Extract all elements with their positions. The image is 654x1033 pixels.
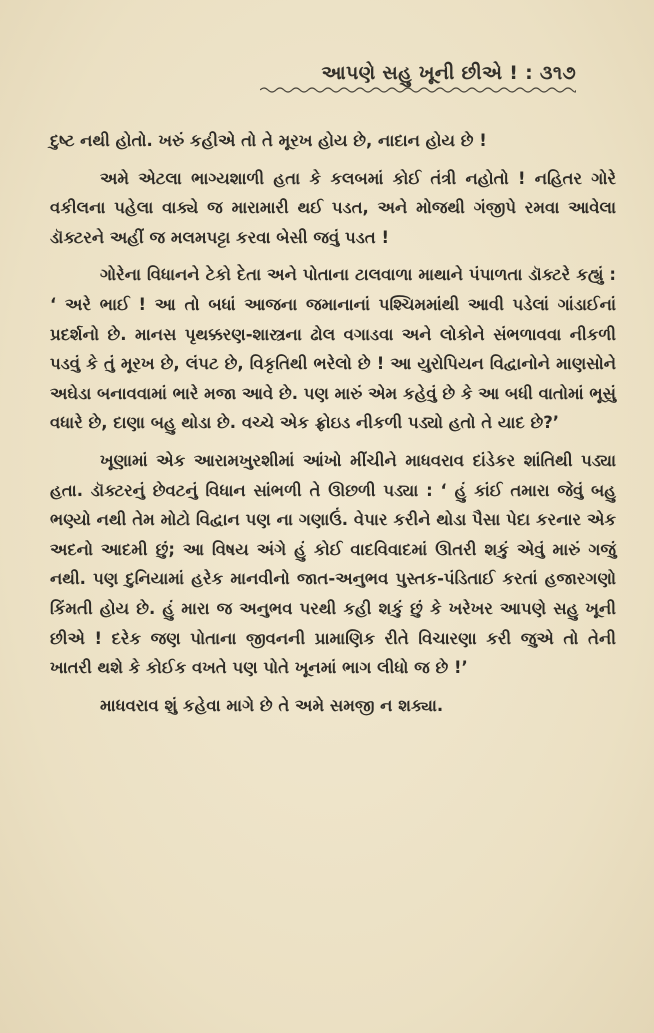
running-head-text: આપણે સહુ ખૂની છીએ ! : ૩૧૭ [321,62,576,84]
running-head [260,62,576,94]
paragraph-doctor-remark: ગોરેના વિધાનને ટેકો દેતા અને પોતાના ટાલવાળા માથાને પંપાળતા ડૉક્ટરે કહ્યું : ‘ અરે ભાઈ ! આ તો બધાં આજના જમાનાનાં પશ્ચિમમાંથી આવી પડેલાં ગાંડાઈનાં પ્રદર્શનો છે. માનસ પૃથક્કરણ-શાસ્ત્રના ઢોલ વગાડવા અને લોકોને સંભળાવવા નીકળી પડવું કે તું મૂરખ છે, લંપટ છે, વિકૃતિથી ભરેલો છે ! આ યુરોપિયન વિદ્વાનોને માણસોને અઘેડા બનાવવામાં ભારે મજા આવે છે. પણ મારું એમ કહેવું છે કે આ બધી વાતોમાં ભૂસું વધારે છે, દાણા બહુ થોડા છે. વચ્ચે એક ફ્રોઇડ નીકળી પડ્યો હતો તે યાદ છે?’ [50,265,616,433]
wavy-rule-ornament [260,86,576,94]
paragraph-club-editor: અમે એટલા ભાગ્યશાળી હતા કે કલબમાં કોઈ તંત્રી નહોતો ! નહિતર ગોરે વકીલના પહેલા વાક્યે જ મારામારી થઈ પડત, અને મોજથી ગંજીપે રમવા આવેલા ડૉક્ટરને અહીં જ મલમપટ્ટા કરવા બેસી જવું પડત ! [50,168,616,247]
paragraph-closing: માધવરાવ શું કહેવા માગે છે તે અમે સમજી ન શક્યા. [100,695,444,715]
paragraph-continuation: દુષ્ટ નથી હોતો. ખરું કહીએ તો તે મૂરખ હોય છે, નાદાન હોય છે ! [50,131,487,150]
body-text [50,126,616,728]
paragraph-madhavrao-reply: ખૂણામાં એક આરામખુરશીમાં આંખો મીંચીને માધવરાવ દાંડેકર શાંતિથી પડ્યા હતા. ડૉક્ટરનું છેવટનું વિધાન સાંભળી તે ઊછળી પડ્યા : ‘ હું કાંઈ તમારા જેવું બહુ ભણ્યો નથી તેમ મોટો વિદ્વાન પણ ના ગણાઉં. વેપાર કરીને થોડા પૈસા પેદા કરનાર એક અદનો આદમી છું; આ વિષય અંગે હું કોઈ વાદવિવાદમાં ઊતરી શકું એવું મારું ગજું નથી. પણ દુનિયામાં હરેક માનવીનો જાત-અનુભવ પુસ્તક-પંડિતાઈ કરતાં હજારગણો કિંમતી હોય છે. હું મારા જ અનુભવ પરથી કહી શકું છું કે ખરેખર આપણે સહુ ખૂની છીએ ! દરેક જણ પોતાના જીવનની પ્રામાણિક રીતે વિચારણા કરી જુએ તો તેની ખાતરી થશે કે કોઈક વખતે પણ પોતે ખૂનમાં ભાગ લીધો જ છે !’ [50,450,616,678]
